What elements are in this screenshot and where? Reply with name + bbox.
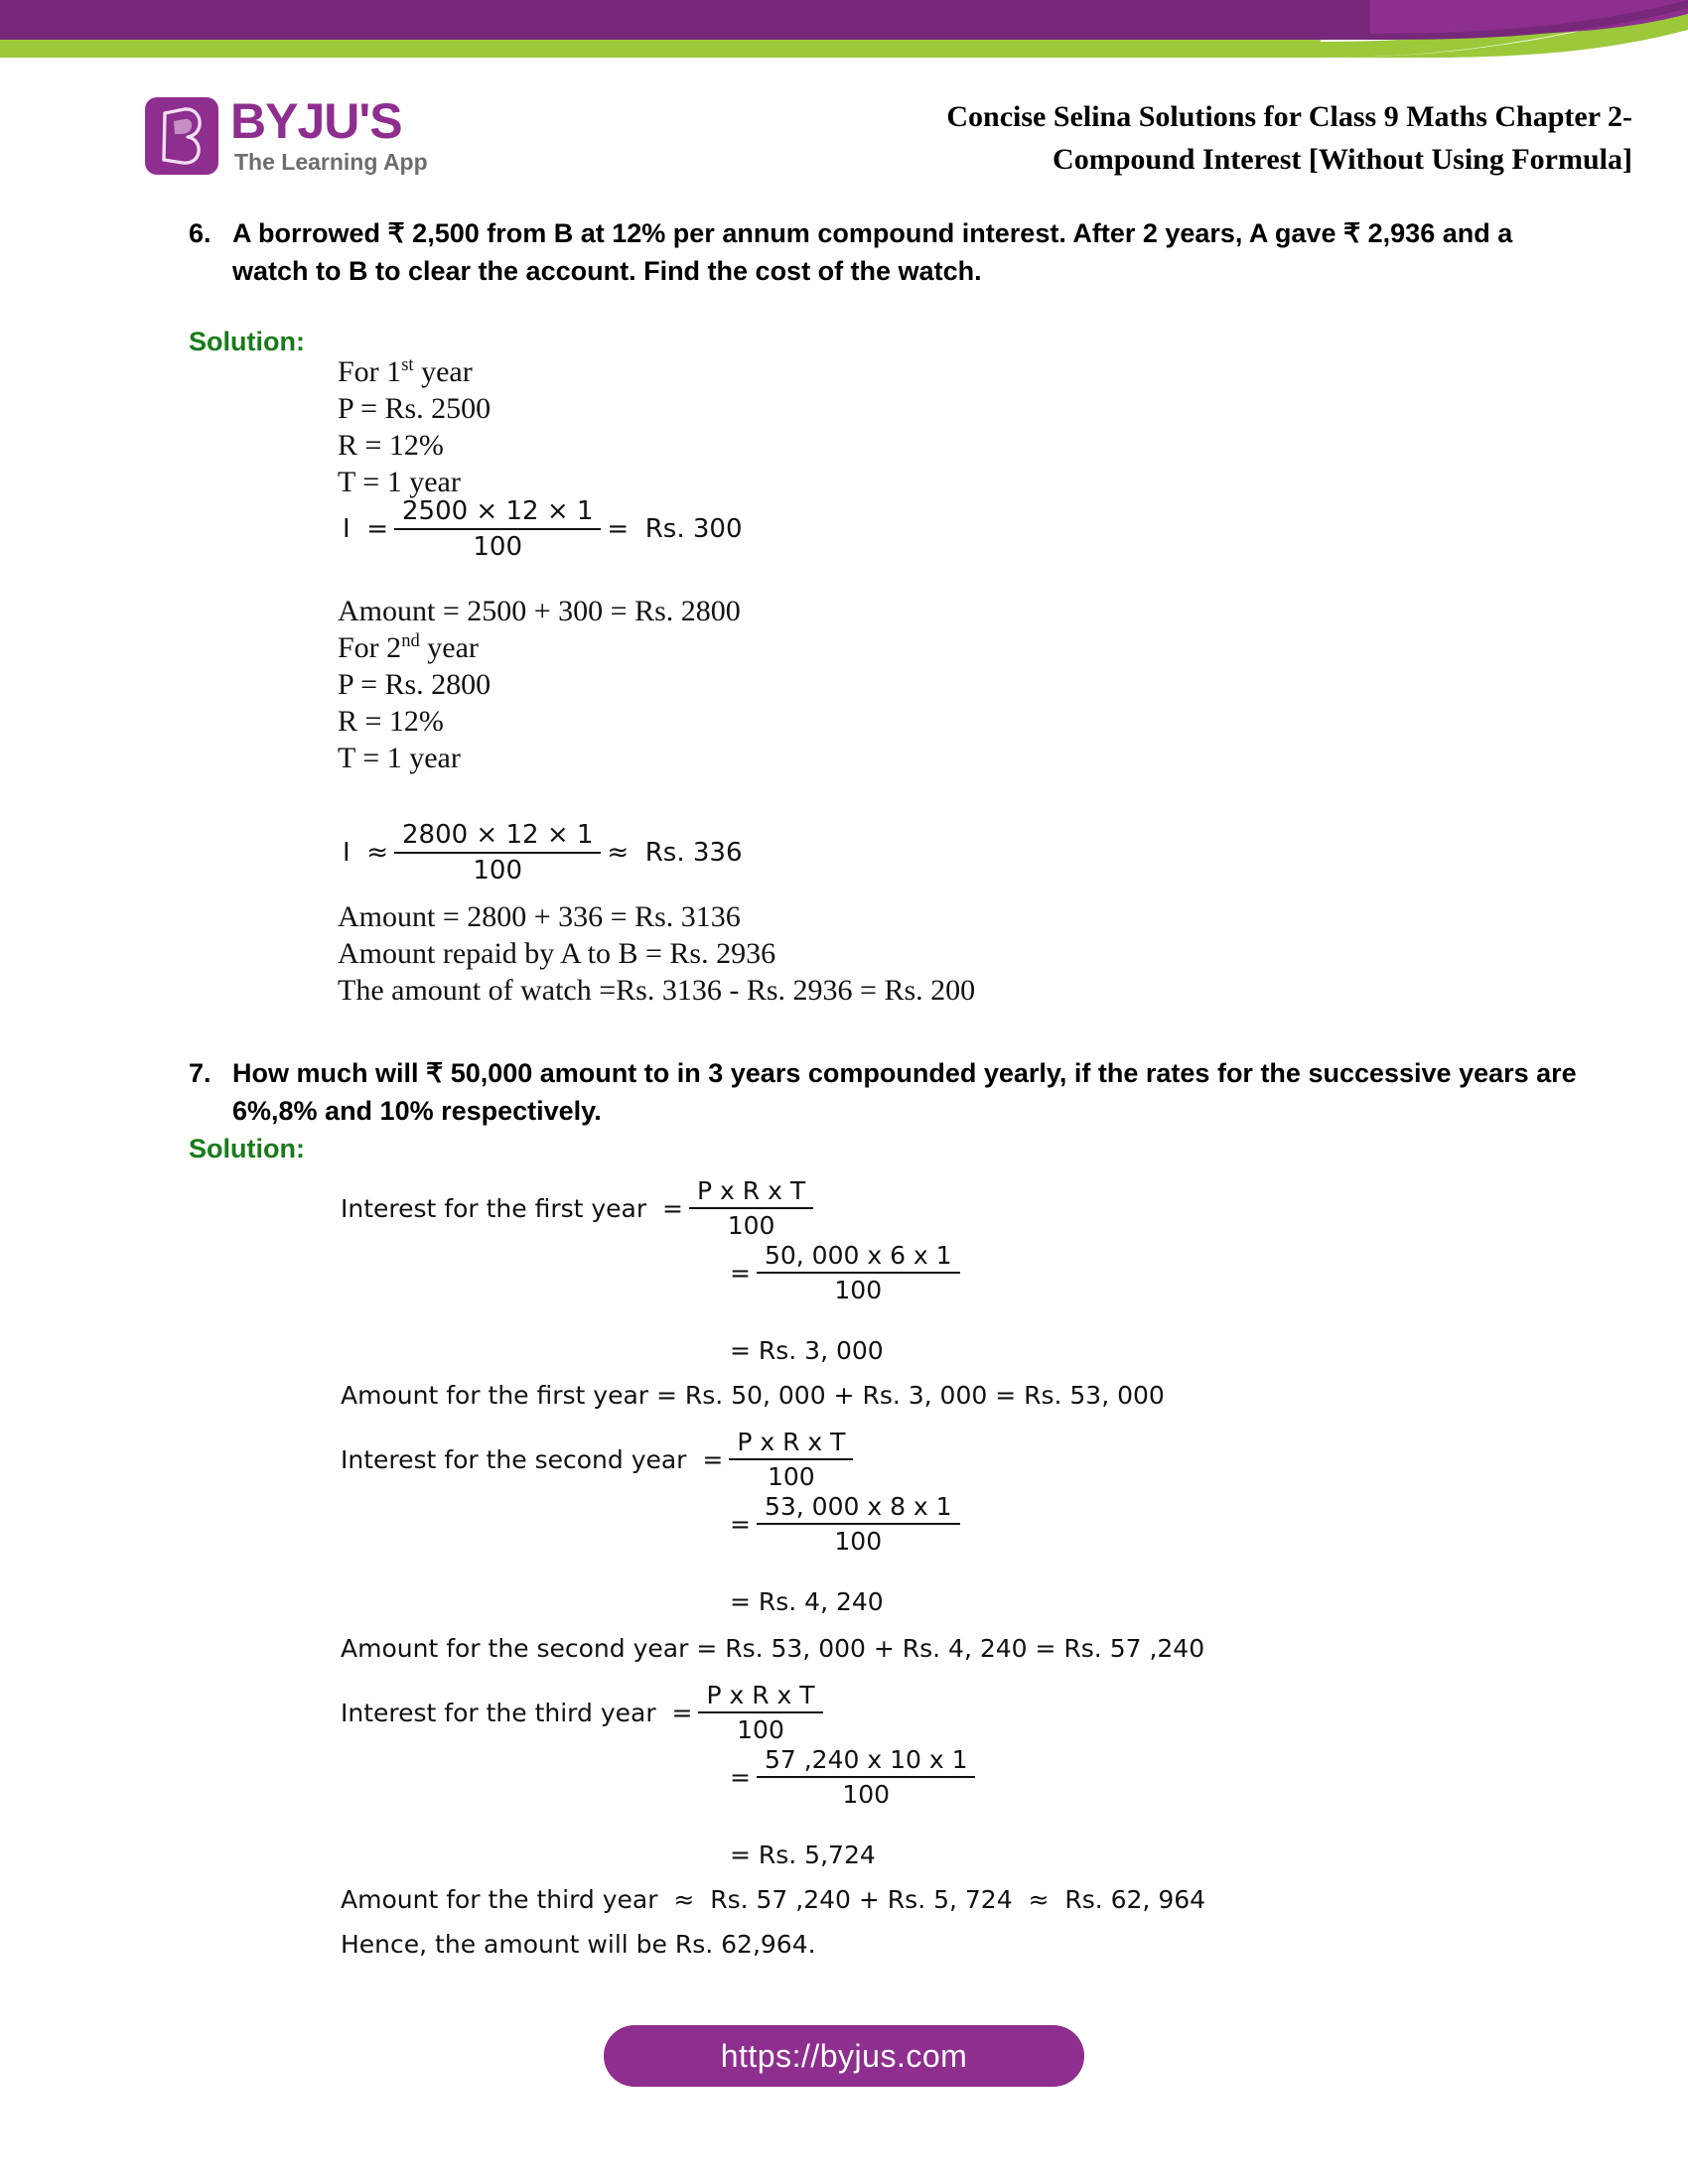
q6-formula-1-tail: = Rs. 300 <box>607 514 743 544</box>
q7-interest-year3-denominator: 100 <box>698 1711 822 1744</box>
q7-interest-year2-lead: Interest for the second year = <box>341 1444 724 1474</box>
q7-interest-year1-formula <box>341 1176 819 1240</box>
q6-formula-2-denominator: 100 <box>394 852 601 886</box>
q6-line-repaid: Amount repaid by A to B = Rs. 2936 <box>338 937 776 970</box>
q7-interest-year2-formula <box>341 1428 859 1491</box>
q6-formula-1 <box>343 496 743 562</box>
byjus-logo <box>145 95 443 183</box>
question-6-number: 6. <box>189 218 211 248</box>
q7-interest-year1-fraction <box>689 1176 813 1240</box>
q7-interest-year2-sub-lead: = <box>730 1509 751 1539</box>
q6-line-for-1st-year: For 1st year <box>338 354 473 388</box>
q7-interest-year1-sub-denominator: 100 <box>757 1272 960 1304</box>
b-glyph-icon <box>158 107 204 165</box>
q6-line-p2: P = Rs. 2800 <box>338 668 492 701</box>
q7-interest-year3-fraction <box>698 1681 822 1744</box>
q7-interest-year1-substituted <box>730 1241 966 1304</box>
q7-interest-year3-formula <box>341 1681 829 1744</box>
q7-interest-year3-sub-fraction <box>757 1745 976 1809</box>
q6-line-for-2nd-year: For 2nd year <box>338 630 479 664</box>
q6-formula-2-lead: I ≈ <box>343 838 388 868</box>
q7-interest-year1-denominator: 100 <box>689 1207 813 1240</box>
q7-interest-year1-numerator: P x R x T <box>697 1176 806 1205</box>
q6-formula-2 <box>343 820 743 886</box>
q7-interest-year2-substituted <box>730 1492 966 1556</box>
q6-line-watch-cost: The amount of watch =Rs. 3136 - Rs. 2936 = Rs. 200 <box>338 974 976 1007</box>
q6-line-r1: R = 12% <box>338 429 444 462</box>
q7-amount-year2: Amount for the second year = Rs. 53, 000 + Rs. 4, 240 = Rs. 57 ,240 <box>341 1634 1205 1663</box>
q6-line-t2: T = 1 year <box>338 742 461 774</box>
q7-interest-year3-result: = Rs. 5,724 <box>730 1841 876 1869</box>
question-7-solution-label: Solution: <box>189 1134 305 1163</box>
q7-interest-year3-sub-lead: = <box>730 1762 751 1792</box>
q7-interest-year2-sub-fraction <box>757 1492 960 1556</box>
byjus-b-logo-icon <box>145 97 218 175</box>
question-7-text: How much will ₹ 50,000 amount to in 3 years compounded yearly, if the rates for the successive years are 6%,8% and 10% respectively. <box>232 1058 1577 1126</box>
q7-interest-year2-numerator: P x R x T <box>737 1428 846 1456</box>
q7-interest-year1-sub-fraction <box>757 1241 960 1304</box>
q6-formula-2-fraction <box>394 820 601 886</box>
q7-interest-year3-sub-numerator: 57 ,240 x 10 x 1 <box>764 1745 968 1774</box>
q6-line-amount1: Amount = 2500 + 300 = Rs. 2800 <box>338 595 741 627</box>
q7-interest-year3-numerator: P x R x T <box>706 1681 815 1709</box>
question-6-text: A borrowed ₹ 2,500 from B at 12% per annum compound interest. After 2 years, A gave ₹ 2,936 and a watch to B to clear the account. Find the cost of the watch. <box>232 218 1513 286</box>
logo-wordmark: BYJU'S <box>230 93 402 149</box>
q6-formula-2-tail: ≈ Rs. 336 <box>607 838 743 868</box>
q7-conclusion: Hence, the amount will be Rs. 62,964. <box>341 1930 816 1959</box>
q6-formula-2-numerator: 2800 × 12 × 1 <box>401 820 594 850</box>
q7-interest-year1-result: = Rs. 3, 000 <box>730 1336 884 1365</box>
q7-interest-year1-lead: Interest for the first year = <box>341 1193 683 1223</box>
q7-amount-year1: Amount for the first year = Rs. 50, 000 + Rs. 3, 000 = Rs. 53, 000 <box>341 1381 1165 1410</box>
page-title-line1: Concise Selina Solutions for Class 9 Maths Chapter 2- <box>946 100 1632 133</box>
logo-tagline: The Learning App <box>234 149 428 175</box>
page-title-line2: Compound Interest [Without Using Formula] <box>1053 143 1632 176</box>
q7-interest-year1-sub-lead: = <box>730 1258 751 1288</box>
page-title <box>560 95 1632 181</box>
question-6-solution-label: Solution: <box>189 327 305 356</box>
q7-interest-year2-denominator: 100 <box>729 1458 853 1491</box>
q7-interest-year2-sub-denominator: 100 <box>757 1523 960 1556</box>
q6-line-amount2: Amount = 2800 + 336 = Rs. 3136 <box>338 900 741 933</box>
q7-interest-year1-sub-numerator: 50, 000 x 6 x 1 <box>764 1241 952 1270</box>
q6-line-r2: R = 12% <box>338 705 444 738</box>
q7-interest-year2-sub-numerator: 53, 000 x 8 x 1 <box>764 1492 952 1521</box>
q6-formula-1-lead: I = <box>343 514 388 544</box>
q7-interest-year3-lead: Interest for the third year = <box>341 1698 693 1727</box>
q6-formula-1-numerator: 2500 × 12 × 1 <box>401 496 594 526</box>
q6-line-t1: T = 1 year <box>338 466 461 498</box>
q6-line-p1: P = Rs. 2500 <box>338 392 492 425</box>
q6-formula-1-fraction <box>394 496 601 562</box>
q7-interest-year2-result: = Rs. 4, 240 <box>730 1587 884 1616</box>
header-purple-bar <box>0 0 1370 34</box>
q7-amount-year3: Amount for the third year ≈ Rs. 57 ,240 + Rs. 5, 724 ≈ Rs. 62, 964 <box>341 1885 1206 1914</box>
q7-interest-year3-sub-denominator: 100 <box>757 1776 976 1809</box>
q6-formula-1-denominator: 100 <box>394 528 601 562</box>
byjus-url-label: https://byjus.com <box>720 2037 968 2074</box>
q7-interest-year3-substituted <box>730 1745 981 1809</box>
question-7-number: 7. <box>189 1058 211 1088</box>
byjus-url-button[interactable] <box>604 2025 1084 2087</box>
q7-interest-year2-fraction <box>729 1428 853 1491</box>
